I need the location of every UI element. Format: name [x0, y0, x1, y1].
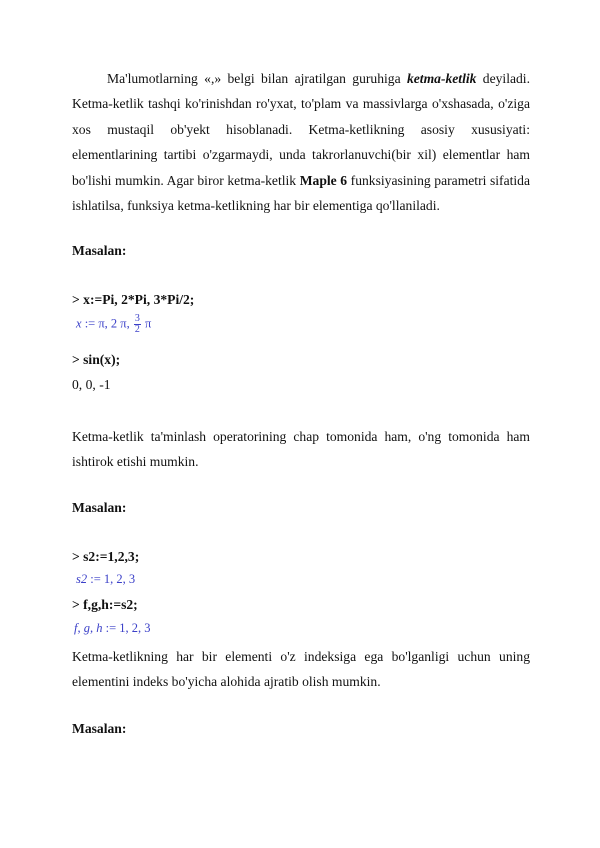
- maple-output-sin: 0, 0, -1: [72, 377, 111, 392]
- maple-command-fgh: > f,g,h:=s2;: [72, 597, 138, 612]
- output-values-x: := π, 2 π,: [81, 316, 133, 331]
- maple-version: Maple 6: [299, 172, 348, 188]
- intro-paragraph: [72, 66, 530, 218]
- output-values-fgh: := 1, 2, 3: [102, 621, 151, 635]
- output-pi: π: [141, 316, 152, 331]
- example-heading-3: Masalan:: [72, 721, 127, 736]
- maple-command-sin: > sin(x);: [72, 352, 121, 367]
- output-var-x: x: [76, 316, 82, 331]
- output-vars-fgh: f, g, h: [74, 621, 103, 635]
- maple-output-fgh: [74, 621, 151, 636]
- assignment-paragraph: Ketma-ketlik ta'minlash operatorining chap tomonida ham, o'ng tomonida ham ishtirok etishi mumkin.: [72, 429, 530, 470]
- index-paragraph: Ketma-ketlikning har bir elementi o'z indeksiga ega bo'lganligi uchun uning elementini indeks bo'yicha alohida ajratib olish mumkin.: [72, 649, 530, 690]
- term-ketma-ketlik: ketma-ketlik: [406, 71, 477, 86]
- intro-text-2: deyiladi. Ketma-ketlik tashqi ko'rinishdan ro'yxat, to'plam va massivlarga o'xshasada, o'ziga xos mustaqil ob'yekt hisoblanadi. Ketma-ketlikning asosiy xususiyati: elementlarining tartibi o'zgarmaydi, unda takrorlanuvchi(bir xil) elementlar ham bo'lishi mumkin. Agar biror ketma-ketlik: [72, 71, 530, 188]
- maple-output-x: [76, 314, 151, 335]
- example-heading-2: Masalan:: [72, 500, 127, 515]
- maple-command-s2: > s2:=1,2,3;: [72, 549, 140, 564]
- intro-text-3: funksiyasining parametri sifatida ishlatilsa, funksiya ketma-ketlikning har bir elementiga qo'llaniladi.: [72, 172, 530, 214]
- fraction-3-2: $\frac{3}{2}$: [134, 313, 140, 335]
- intro-text-1: Ma'lumotlarning «,» belgi bilan ajratilgan guruhiga: [107, 71, 407, 86]
- output-values-s2: := 1, 2, 3: [87, 572, 136, 586]
- maple-output-s2: [76, 572, 135, 587]
- maple-command-x: > x:=Pi, 2*Pi, 3*Pi/2;: [72, 292, 195, 307]
- example-heading-1: Masalan:: [72, 243, 127, 258]
- output-var-s2: s2: [76, 572, 88, 586]
